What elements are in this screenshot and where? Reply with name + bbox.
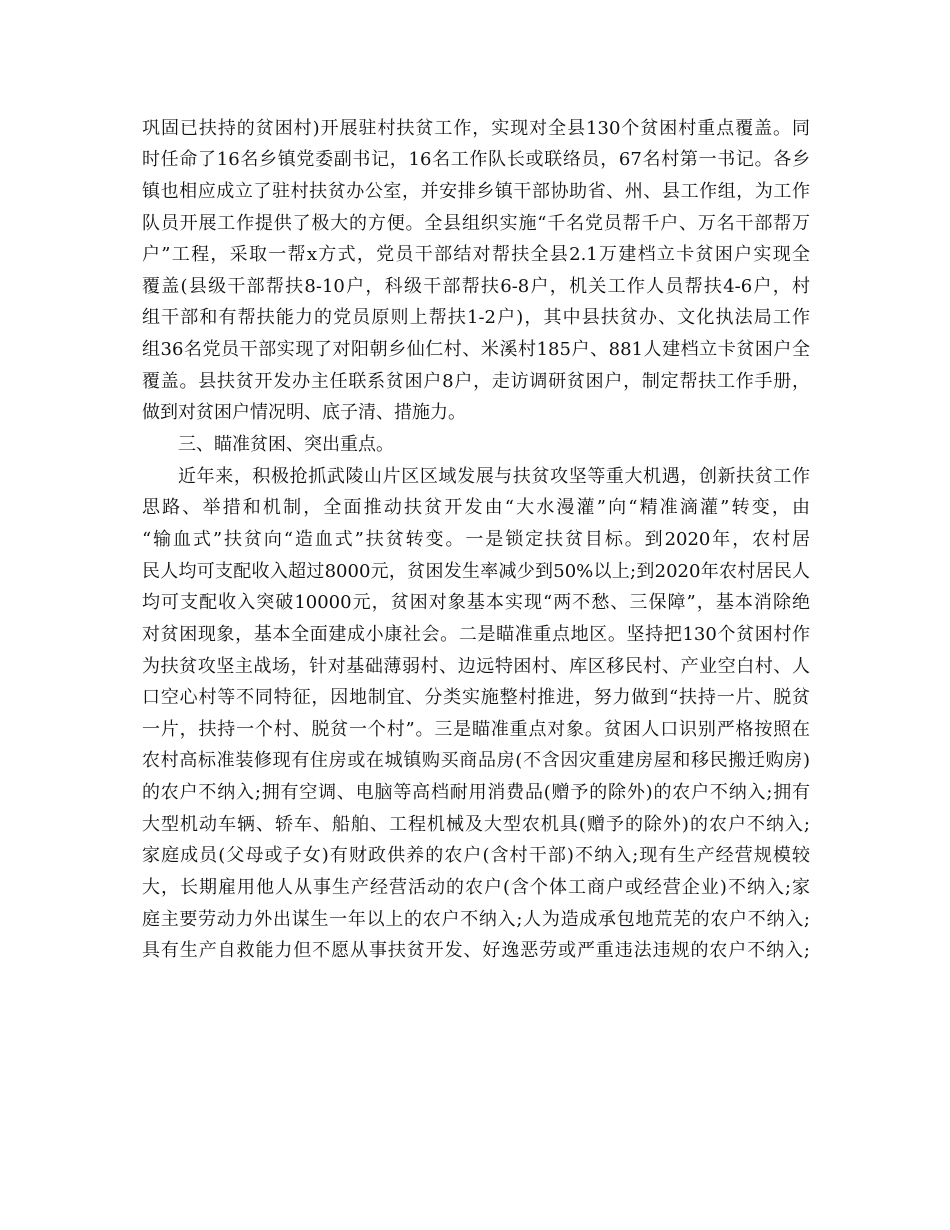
text-line: 大，长期雇用他人从事生产经营活动的农户(含个体工商户或经营企业)不纳入;家 <box>142 877 810 898</box>
text-line: 时任命了16名乡镇党委副书记，16名工作队长或联络员，67名村第一书记。各乡 <box>142 149 810 170</box>
text-line: 镇也相应成立了驻村扶贫办公室，并安排乡镇干部协助省、州、县工作组，为工作 <box>142 181 810 202</box>
text-line: 巩固已扶持的贫困村)开展驻村扶贫工作，实现对全县130个贫困村重点覆盖。同 <box>142 118 810 139</box>
section-heading: 三、瞄准贫困、突出重点。 <box>178 434 394 455</box>
text-line: 组干部和有帮扶能力的党员原则上帮扶1-2户)，其中县扶贫办、文化执法局工作 <box>142 307 810 328</box>
text-line: 农村高标准装修现有住房或在城镇购买商品房(不含因灾重建房屋和移民搬迁购房) <box>142 750 810 771</box>
text-line: 家庭成员(父母或子女)有财政供养的农户(含村干部)不纳入;现有生产经营规模较 <box>142 845 810 866</box>
text-line: 户”工程，采取一帮x方式，党员干部结对帮扶全县2.1万建档立卡贫困户实现全 <box>142 244 810 265</box>
text-line: 覆盖。县扶贫开发办主任联系贫困户8户，走访调研贫困户，制定帮扶工作手册， <box>142 371 810 392</box>
text-line: 覆盖(县级干部帮扶8-10户，科级干部帮扶6-8户，机关工作人员帮扶4-6户，村 <box>142 276 810 297</box>
text-line: 大型机动车辆、轿车、船舶、工程机械及大型农机具(赠予的除外)的农户不纳入; <box>142 814 810 835</box>
text-line: 一片，扶持一个村、脱贫一个村”。三是瞄准重点对象。贫困人口识别严格按照在 <box>142 719 810 740</box>
text-line: 的农户不纳入;拥有空调、电脑等高档耐用消费品(赠予的除外)的农户不纳入;拥有 <box>142 782 810 803</box>
text-line: 队员开展工作提供了极大的方便。全县组织实施“千名党员帮千户、万名干部帮万 <box>142 213 810 234</box>
text-line: 为扶贫攻坚主战场，针对基础薄弱村、边远特困村、库区移民村、产业空白村、人 <box>142 656 810 677</box>
paragraph-first-line: 近年来，积极抢抓武陵山片区区域发展与扶贫攻坚等重大机遇，创新扶贫工作 <box>178 466 810 487</box>
text-line: 对贫困现象，基本全面建成小康社会。二是瞄准重点地区。坚持把130个贫困村作 <box>142 624 810 645</box>
text-line: 组36名党员干部实现了对阳朝乡仙仁村、米溪村185户、881人建档立卡贫困户全 <box>142 339 810 360</box>
text-line: 民人均可支配收入超过8000元，贫困发生率减少到50%以上;到2020年农村居民人 <box>142 561 810 582</box>
text-line: 做到对贫困户情况明、底子清、措施力。 <box>142 402 466 423</box>
text-line: 口空心村等不同特征，因地制宜、分类实施整村推进，努力做到“扶持一片、脱贫 <box>142 687 810 708</box>
text-line: 庭主要劳动力外出谋生一年以上的农户不纳入;人为造成承包地荒芜的农户不纳入; <box>142 909 810 930</box>
text-line: 思路、举措和机制，全面推动扶贫开发由“大水漫灌”向“精准滴灌”转变，由 <box>142 497 810 518</box>
text-line: 均可支配收入突破10000元，贫困对象基本实现“两不愁、三保障”，基本消除绝 <box>142 592 810 613</box>
text-line: “输血式”扶贫向“造血式”扶贫转变。一是锁定扶贫目标。到2020年，农村居 <box>142 529 810 550</box>
text-line: 具有生产自救能力但不愿从事扶贫开发、好逸恶劳或严重违法违规的农户不纳入; <box>142 940 810 961</box>
